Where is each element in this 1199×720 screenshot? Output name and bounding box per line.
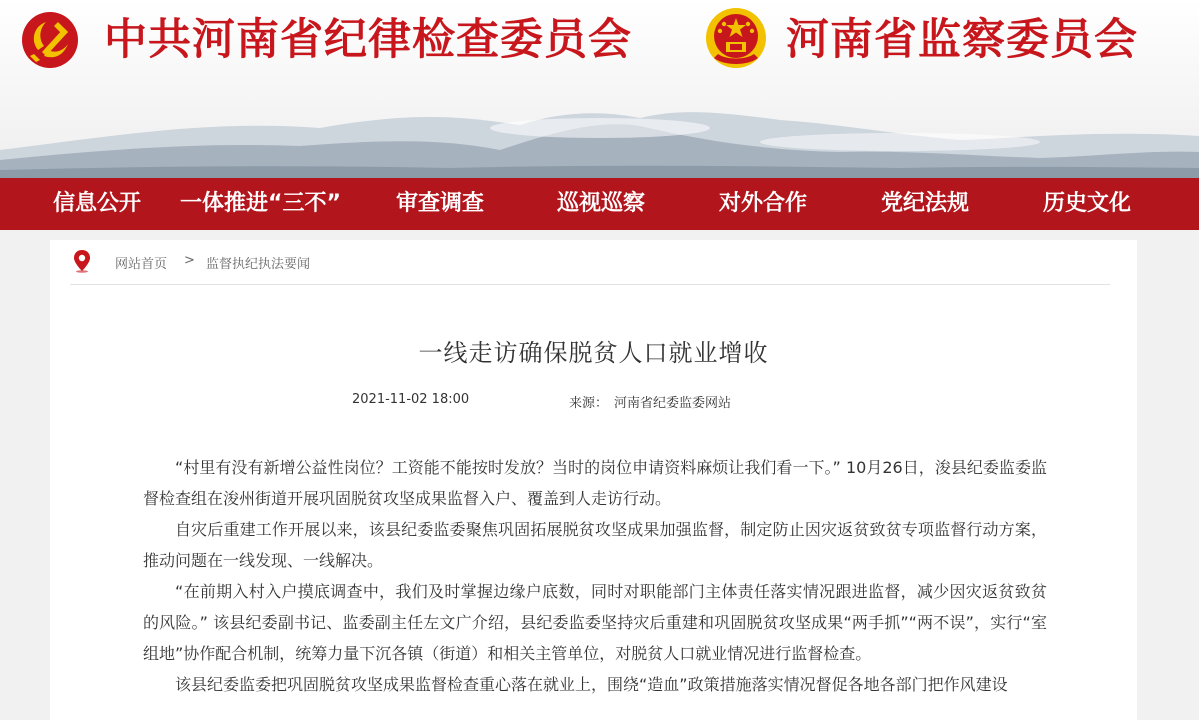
nav-item-info-disclosure[interactable]: 信息公开 — [53, 191, 142, 216]
article-paragraph: 该县纪委监委把巩固脱贫攻坚成果监督检查重心落在就业上，围绕“造血”政策措施落实情况督促各地各部门把作风建设 — [175, 675, 1008, 694]
cpc-commission-title: 中共河南省纪律检查委员会 — [104, 15, 632, 65]
location-pin-icon — [72, 249, 92, 273]
nav-item-three-nots[interactable]: 一体推进“三不” — [180, 191, 341, 216]
breadcrumb — [70, 240, 1110, 285]
nav-item-cooperation[interactable]: 对外合作 — [719, 191, 808, 216]
breadcrumb-current-link[interactable]: 监督执纪执法要闻 — [206, 257, 311, 272]
content-panel — [50, 240, 1137, 720]
national-emblem-icon — [704, 6, 768, 70]
article-date: 2021-11-02 18:00 — [352, 392, 470, 407]
nav-item-history[interactable]: 历史文化 — [1043, 191, 1132, 216]
article-body — [143, 452, 1047, 700]
header-banner — [0, 0, 1199, 178]
main-nav — [0, 178, 1199, 230]
article-paragraph: “村里有没有新增公益性岗位？工资能不能按时发放？当时的岗位申请资料麻烦让我们看一下。” 10月26日，浚县纪委监委监督检查组在浚州街道开展巩固脱贫攻坚成果监督入户、覆盖到人走访行动。 — [143, 458, 1047, 508]
article-paragraph: 自灾后重建工作开展以来，该县纪委监委聚焦巩固拓展脱贫攻坚成果加强监督，制定防止因灾返贫致贫专项监督行动方案，推动问题在一线发现、一线解决。 — [143, 520, 1047, 570]
article-title: 一线走访确保脱贫人口就业增收 — [418, 339, 769, 367]
nav-item-regulations[interactable]: 党纪法规 — [881, 191, 970, 216]
article-paragraph: “在前期入村入户摸底调查中，我们及时掌握边缘户底数，同时对职能部门主体责任落实情况跟进监督，减少因灾返贫致贫的风险。” 该县纪委副书记、监委副主任左文广介绍，县纪委监委坚持灾后重建和巩固脱贫攻坚成果“两手抓”“两不误”，实行“室组地”协作配合机制，统筹力量下沉各镇（街道）和相关主管单位，对脱贫人口就业情况进行监督检查。 — [143, 582, 1047, 663]
nav-item-investigation[interactable]: 审查调查 — [396, 191, 485, 216]
breadcrumb-separator: > — [184, 253, 195, 268]
source-label: 来源： — [569, 396, 609, 411]
supervision-commission-title: 河南省监察委员会 — [786, 15, 1138, 65]
article-source — [569, 392, 731, 411]
breadcrumb-home-link[interactable]: 网站首页 — [115, 257, 168, 272]
source-value: 河南省纪委监委网站 — [614, 396, 732, 411]
party-emblem-icon — [20, 10, 80, 70]
nav-item-inspection[interactable]: 巡视巡察 — [557, 191, 646, 216]
